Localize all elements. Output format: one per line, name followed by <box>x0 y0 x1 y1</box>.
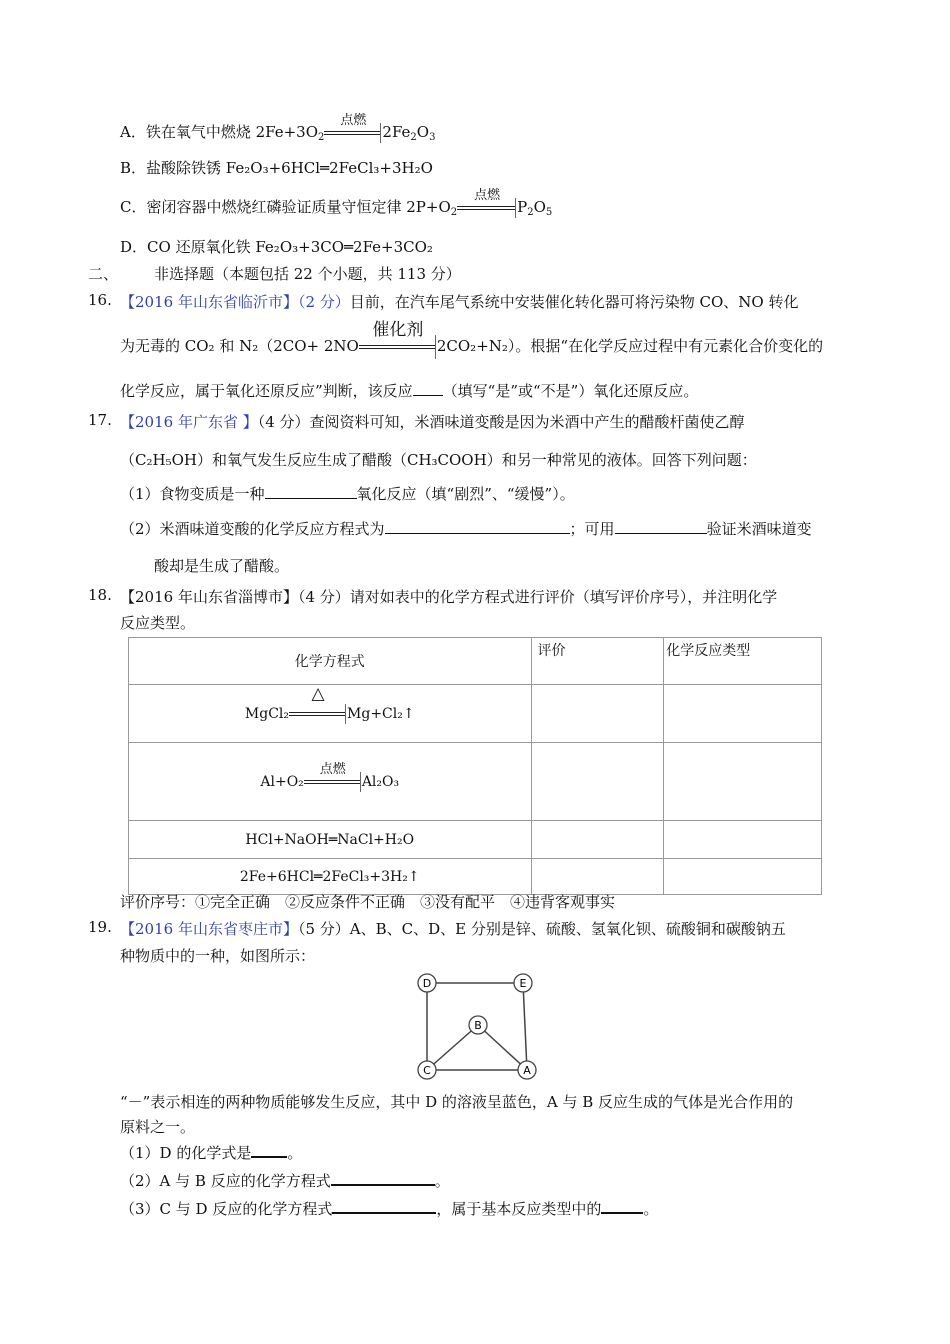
q16-line2: 为无毒的 CO₂ 和 N₂（2CO+ 2NO 催化剂 2CO₂+N₂）。根据“在化学反应过程中有元素化合价变化的 <box>120 335 823 359</box>
reaction-arrow: 点燃 <box>324 123 382 143</box>
option-d: D．CO 还原氧化铁 Fe₂O₃+3CO═2Fe+3CO₂ <box>120 238 433 256</box>
section-title: 非选择题（本题包括 22 个小题，共 113 分） <box>154 265 461 283</box>
edge-b-a <box>478 1025 527 1070</box>
q17-part2-cont: 酸却是生成了醋酸。 <box>154 557 290 575</box>
q17-line1: 【2016 年广东省 】（4 分）查阅资料可知，米酒味道变酸是因为米酒中产生的醋酸杆菌使乙醇 <box>120 413 745 431</box>
q17-source: 【2016 年广东省 】 <box>120 413 258 431</box>
table-header-row <box>129 638 822 685</box>
edge-b-c <box>427 1025 478 1070</box>
reaction-type-cell[interactable] <box>664 859 822 895</box>
node-b-label: B <box>474 1019 482 1032</box>
q17-part2: （2）米酒味道变酸的化学反应方程式为 ；可用 验证米酒味道变 <box>120 520 812 538</box>
answer-blank[interactable] <box>615 519 707 534</box>
q19-line2: 种物质中的一种，如图所示： <box>120 947 316 965</box>
answer-blank[interactable] <box>601 1198 643 1214</box>
option-a: A．铁在氧气中燃烧 $2Fe+3O_2$ 点燃 $2Fe_2O_3$ <box>120 113 436 143</box>
q19-source: 【2016 年山东省枣庄市】 <box>120 920 298 938</box>
equation-cell: Al+O₂ 点燃 Al₂O₃ <box>129 743 532 821</box>
node-a-label: A <box>523 1064 531 1077</box>
q19-part2: （2）A 与 B 反应的化学方程式 。 <box>120 1172 450 1190</box>
q18-legend: 评价序号：①完全正确 ②反应条件不正确 ③没有配平 ④违背客观事实 <box>120 893 616 911</box>
reaction-diagram <box>412 965 542 1085</box>
reaction-type-cell[interactable] <box>664 743 822 821</box>
answer-blank[interactable] <box>332 1198 436 1214</box>
q17-line2: （C₂H₅OH）和氧气发生反应生成了醋酸（CH₃COOH）和另一种常见的液体。回答下列问题： <box>120 451 757 469</box>
answer-blank[interactable] <box>251 1142 287 1158</box>
answer-blank[interactable] <box>331 1170 435 1186</box>
reaction-type-cell[interactable] <box>664 821 822 859</box>
section-number: 二、 <box>88 265 119 283</box>
table-row <box>129 821 822 859</box>
reaction-arrow: 点燃 <box>304 772 362 792</box>
q19-number: 19. <box>88 918 112 936</box>
q16-number: 16. <box>88 291 112 309</box>
q19-part1: （1）D 的化学式是 。 <box>120 1144 303 1162</box>
q17-number: 17. <box>88 411 112 429</box>
q19-desc1: “－”表示相连的两种物质能够发生反应，其中 D 的溶液呈蓝色，A 与 B 反应生成的气体是光合作用的 <box>120 1093 794 1111</box>
evaluation-table <box>128 637 822 895</box>
evaluation-cell[interactable] <box>531 821 664 859</box>
node-e-label: E <box>519 977 527 990</box>
reaction-type-cell[interactable] <box>664 685 822 743</box>
q16-line1: 【2016 年山东省临沂市】（2 分）目前，在汽车尾气系统中安装催化转化器可将污染物 CO、NO 转化 <box>120 293 799 311</box>
answer-blank[interactable] <box>413 381 443 396</box>
evaluation-cell[interactable] <box>531 743 664 821</box>
heat-arrow: △ <box>289 704 347 724</box>
table-row <box>129 743 822 821</box>
edge-e-a <box>523 983 527 1070</box>
option-b: B．盐酸除铁锈 Fe₂O₃+6HCl═2FeCl₃+3H₂O <box>120 159 433 177</box>
answer-blank[interactable] <box>265 484 357 499</box>
reaction-arrow: 点燃 <box>457 198 517 218</box>
q16-score: （2 分） <box>297 293 350 311</box>
header-reaction-type: 化学反应类型 <box>664 638 822 685</box>
equation-cell: HCl+NaOH═NaCl+H₂O <box>129 821 532 859</box>
table-row <box>129 859 822 895</box>
q18-line2: 反应类型。 <box>120 614 196 632</box>
option-c: C．密闭容器中燃烧红磷验证质量守恒定律 $2P+O_2$ 点燃 $P_2O_5$ <box>120 188 553 218</box>
q16-line3: 化学反应，属于氧化还原反应”判断，该反应 （填写“是”或“不是”）氧化还原反应。 <box>120 382 699 400</box>
node-c-label: C <box>423 1064 431 1077</box>
equation-cell: 2Fe+6HCl═2FeCl₃+3H₂↑ <box>129 859 532 895</box>
q17-part1: （1）食物变质是一种 氧化反应（填“剧烈”、“缓慢”）。 <box>120 485 575 503</box>
catalyst-arrow: 催化剂 <box>359 335 437 359</box>
header-equation: 化学方程式 <box>129 638 532 685</box>
q19-line1: 【2016 年山东省枣庄市】（5 分）A、B、C、D、E 分别是锌、硫酸、氢氧化钡、硫酸铜和碳酸钠五 <box>120 920 786 938</box>
answer-blank[interactable] <box>385 519 570 534</box>
node-d-label: D <box>422 977 432 990</box>
table-row <box>129 685 822 743</box>
q19-desc2: 原料之一。 <box>120 1118 196 1136</box>
header-evaluation: 评价 <box>531 638 664 685</box>
q16-source: 【2016 年山东省临沂市】 <box>120 293 298 311</box>
evaluation-cell[interactable] <box>531 859 664 895</box>
q19-part3: （3）C 与 D 反应的化学方程式 ，属于基本反应类型中的 。 <box>120 1200 659 1218</box>
q18-line1: 【2016 年山东省淄博市】（4 分）请对如表中的化学方程式进行评价（填写评价序号），并注明化学 <box>120 588 778 606</box>
evaluation-cell[interactable] <box>531 685 664 743</box>
equation-cell: MgCl₂ △ Mg+Cl₂↑ <box>129 685 532 743</box>
q18-number: 18. <box>88 586 112 604</box>
